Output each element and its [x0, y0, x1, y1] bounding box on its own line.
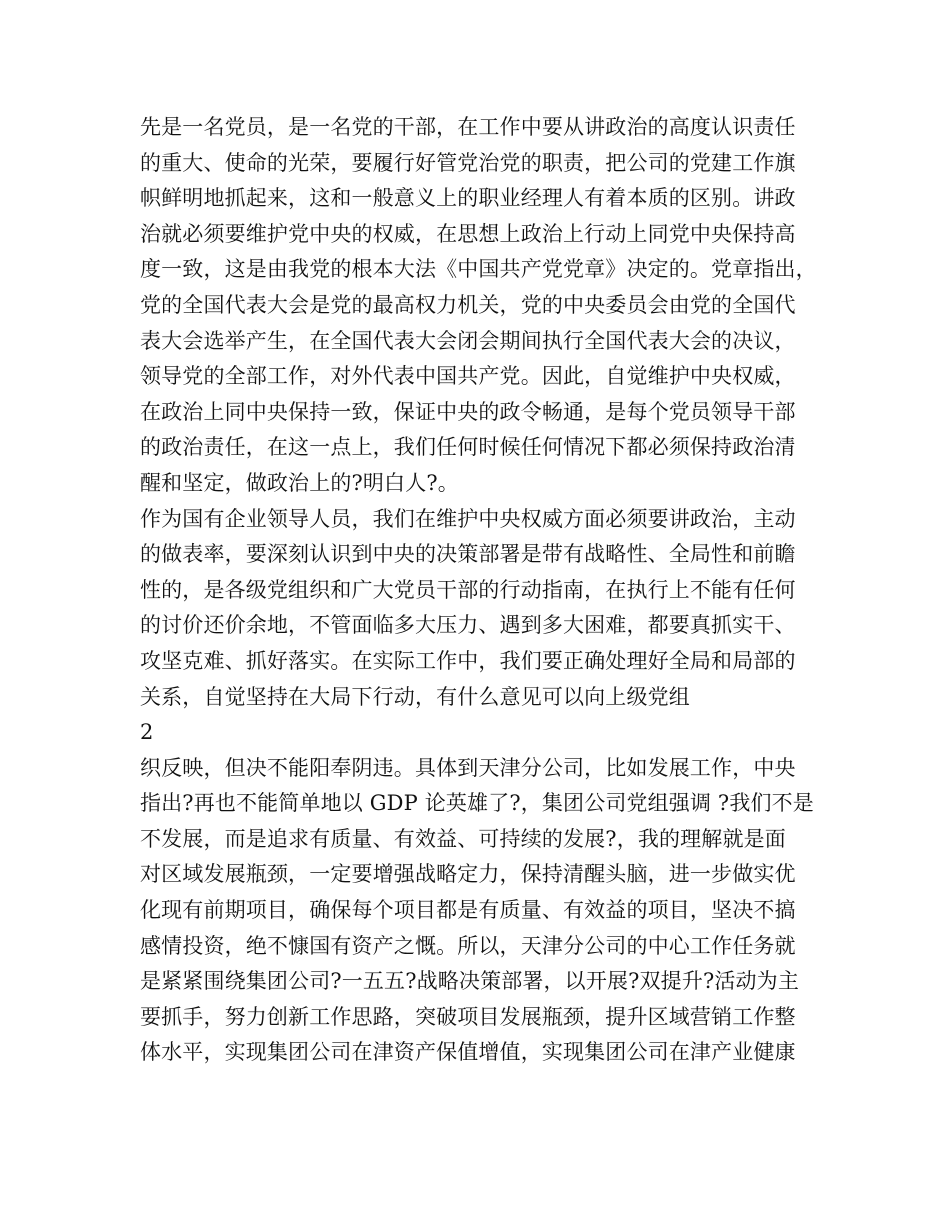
text-line: 度一致，这是由我党的根本大法《中国共产党党章》决定的。党章指出，	[140, 257, 817, 282]
text-line: 化现有前期项目，确保每个项目都是有质量、有效益的项目，坚决不搞	[140, 898, 796, 923]
text-line: 的重大、使命的光荣，要履行好管党治党的职责，把公司的党建工作旗	[140, 150, 796, 175]
text-line: 醒和坚定，做政治上的?明白人?。	[140, 470, 459, 495]
text-line: 先是一名党员，是一名党的干部，在工作中要从讲政治的高度认识责任	[140, 115, 796, 139]
text-line: 是紧紧围绕集团公司?一五五?战略决策部署，以开展?双提升?活动为主	[140, 969, 799, 994]
text-line: 不发展，而是追求有质量、有效益、可持续的发展?，我的理解就是面	[140, 826, 786, 851]
text-line: 织反映，但决不能阳奉阴违。具体到天津分公司，比如发展工作，中央	[140, 755, 796, 780]
text-line: 在政治上同中央保持一致，保证中央的政令畅通，是每个党员领导干部	[140, 399, 796, 424]
text-line: 关系，自觉坚持在大局下行动，有什么意见可以向上级党组	[140, 684, 690, 709]
text-line: 性的，是各级党组织和广大党员干部的行动指南，在执行上不能有任何	[140, 577, 796, 602]
text-line: 指出?再也不能简单地以 GDP 论英雄了?，集团公司党组强调 ?我们不是	[140, 791, 814, 816]
text-line: 的讨价还价余地，不管面临多大压力、遇到多大困难，都要真抓实干、	[140, 613, 796, 638]
text-line: 的政治责任，在这一点上，我们任何时候任何情况下都必须保持政治清	[140, 435, 796, 460]
page-number: 2	[140, 720, 154, 745]
text-line: 表大会选举产生，在全国代表大会闭会期间执行全国代表大会的决议，	[140, 328, 796, 353]
text-line: 作为国有企业领导人员，我们在维护中央权威方面必须要讲政治，主动	[140, 506, 796, 531]
text-line: 感情投资，绝不慷国有资产之慨。所以，天津分公司的中心工作任务就	[140, 933, 796, 958]
text-line: 的做表率，要深刻认识到中央的决策部署是带有战略性、全局性和前瞻	[140, 542, 796, 567]
text-line: 攻坚克难、抓好落实。在实际工作中，我们要正确处理好全局和局部的	[140, 648, 796, 673]
text-line: 帜鲜明地抓起来，这和一般意义上的职业经理人有着本质的区别。讲政	[140, 186, 796, 211]
text-line: 对区域发展瓶颈，一定要增强战略定力，保持清醒头脑，进一步做实优	[140, 862, 796, 887]
document-body	[140, 110, 830, 1071]
text-line: 治就必须要维护党中央的权威，在思想上政治上行动上同党中央保持高	[140, 221, 796, 246]
text-line: 领导党的全部工作，对外代表中国共产党。因此，自觉维护中央权威，	[140, 364, 796, 389]
text-line: 党的全国代表大会是党的最高权力机关，党的中央委员会由党的全国代	[140, 292, 796, 317]
text-line: 体水平，实现集团公司在津资产保值增值，实现集团公司在津产业健康	[140, 1040, 796, 1065]
text-line: 要抓手，努力创新工作思路，突破项目发展瓶颈，提升区域营销工作整	[140, 1004, 796, 1029]
